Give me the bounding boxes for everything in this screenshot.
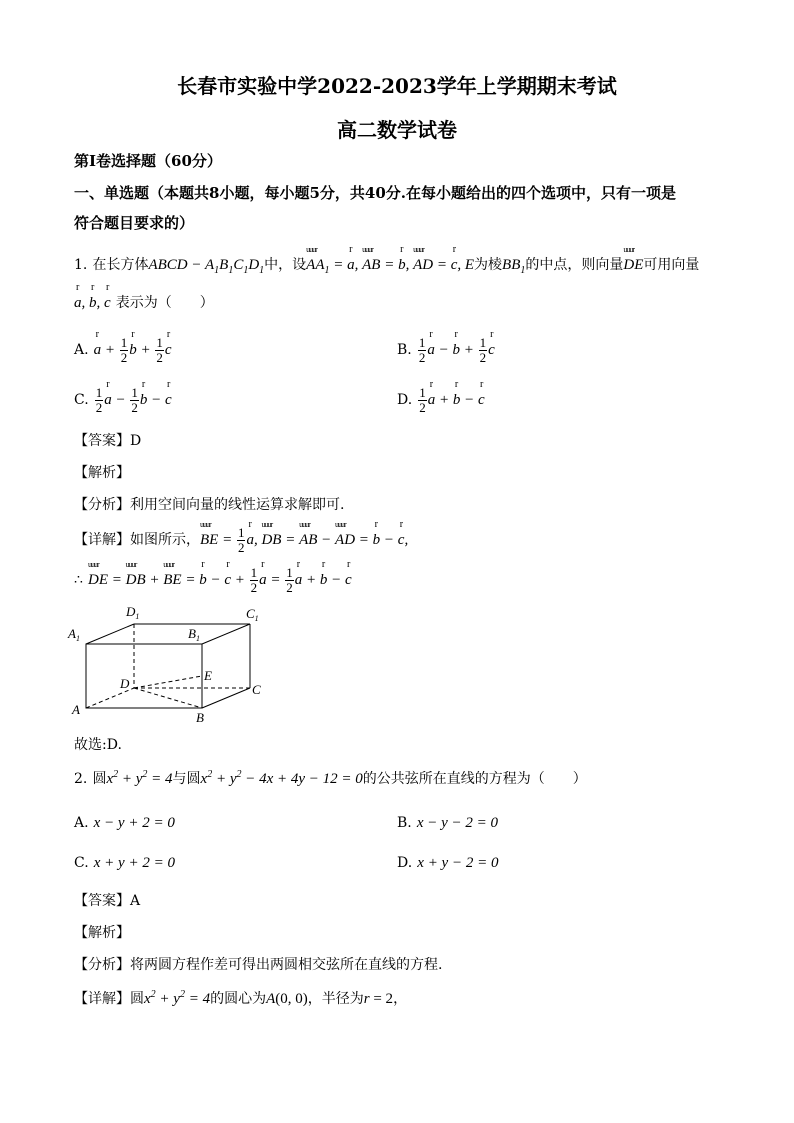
edge-bc <box>202 688 250 708</box>
option-label: C. <box>74 855 89 871</box>
q2-analysis-tag: 【解析】 <box>74 925 130 941</box>
q1-stem-line2 <box>74 292 214 312</box>
q1-stem-b: 中，设 <box>264 257 307 273</box>
q1-edge: $BB_1$ <box>502 257 526 276</box>
cuboid-figure <box>62 600 282 730</box>
part-heading: 第I卷选择题（60分） <box>74 152 222 170</box>
q2-option-c[interactable] <box>74 852 175 872</box>
exam-subtitle: 高二数学试卷 <box>337 118 457 142</box>
q1-option-a-expr: r a + $\frac{1}{2}$ r b + $\frac{1}{2}$ r c <box>94 342 172 358</box>
detail-text: 如图所示， <box>130 531 200 548</box>
q1-stem-c: 为棱 <box>474 257 503 273</box>
label-a: A <box>72 702 80 717</box>
q1-target-vector: uuur DE <box>623 257 643 273</box>
label-b: B <box>196 710 204 725</box>
detail-tag: 【详解】 <box>74 991 130 1007</box>
label-c1: $C_1$ <box>246 606 259 623</box>
q1-option-c[interactable] <box>74 386 172 415</box>
q2-option-b-expr: x − y − 2 = 0 <box>416 815 499 831</box>
q1-option-d[interactable] <box>397 386 485 415</box>
q1-option-b-expr: $\frac{1}{2}$ r a − r b + $\frac{1}{2}$ r c <box>417 342 495 358</box>
fenxi-text: 将两圆方程作差可得出两圆相交弦所在直线的方程. <box>130 957 443 973</box>
q2-option-a[interactable] <box>74 812 175 832</box>
q2-stem-a: 圆 <box>92 771 107 787</box>
q2-detail-circle: $x^2 + y^2 = 4$ <box>144 989 211 1007</box>
q1-definitions: uuur $AA_1 = r$ a, uuur AB = r b, uuur AD = r c, E <box>306 257 474 273</box>
q1-answer <box>74 430 141 450</box>
label-a1: $A_1$ <box>68 626 80 643</box>
detail-text-d: ， <box>393 991 408 1007</box>
q1-detail-eq2: uuur DE = uuur DB + uuur BE = r b − r c + $\frac{1}{2}$ r a = $\frac{1}{2}$ r a + r b − r c <box>88 572 352 588</box>
q1-option-b[interactable] <box>397 336 495 365</box>
q2-circle2: $x^2 + y^2 - 4x + 4y - 12 = 0$ <box>200 769 363 787</box>
q2-option-a-expr: x − y + 2 = 0 <box>93 815 175 831</box>
q1-fenxi <box>74 494 344 514</box>
option-label: B. <box>397 341 412 358</box>
detail-text-b: 的圆心为 <box>210 991 267 1007</box>
therefore-symbol: ∴ <box>74 571 83 588</box>
option-label: C. <box>74 391 89 408</box>
answer-tag: 【答案】 <box>74 433 130 449</box>
q1-detail-line2 <box>74 566 352 595</box>
option-label: A. <box>74 341 89 358</box>
exam-title: 长春市实验中学2022-2023学年上学期期末考试 <box>177 74 617 98</box>
q1-detail-eq1: uuur BE = $\frac{1}{2}$ r a, uuur DB = uuur AB − uuur AD = r b − r c, <box>200 532 408 548</box>
q2-detail-radius: r = 2 <box>363 991 394 1007</box>
option-label: D. <box>397 855 413 871</box>
q1-analysis-tag: 【解析】 <box>74 465 130 481</box>
q2-number: 2. <box>74 771 88 787</box>
detail-tag: 【详解】 <box>74 531 130 548</box>
q1-stem-line1 <box>74 254 699 276</box>
q2-stem <box>74 768 587 788</box>
detail-text-c: ，半径为 <box>307 991 364 1007</box>
q2-detail <box>74 988 407 1008</box>
q1-option-a[interactable] <box>74 336 172 365</box>
q1-conclusion: 故选:D. <box>74 737 122 753</box>
hidden-edge-ad <box>86 688 134 708</box>
q1-number: 1. <box>74 257 88 273</box>
q2-circle1: $x^2 + y^2 = 4$ <box>106 769 173 787</box>
q1-basis-vectors: r a, r b, r c <box>74 295 111 311</box>
q1-detail-line1 <box>74 526 408 555</box>
q2-answer <box>74 890 140 910</box>
q2-stem-b: 与圆 <box>172 771 201 787</box>
q1-box-name: ABCD − $A_1B_1C_1D_1$ <box>148 257 265 276</box>
q2-stem-c: 的公共弦所在直线的方程为（ ） <box>362 771 587 787</box>
option-label: B. <box>397 815 412 831</box>
hidden-segment-db <box>134 688 202 708</box>
q1-stem-e: 可用向量 <box>643 257 700 273</box>
detail-text-a: 圆 <box>130 991 144 1007</box>
fenxi-text: 利用空间向量的线性运算求解即可. <box>130 497 345 513</box>
label-e: E <box>204 668 212 683</box>
q2-option-d[interactable] <box>397 852 498 872</box>
q2-option-b[interactable] <box>397 812 498 832</box>
fenxi-tag: 【分析】 <box>74 957 130 973</box>
front-face <box>86 644 202 708</box>
answer-value: A <box>130 893 141 909</box>
q1-stem-f: 表示为（ ） <box>115 295 214 311</box>
label-d1: $D_1$ <box>126 604 140 621</box>
q2-option-d-expr: x + y − 2 = 0 <box>417 855 499 871</box>
fenxi-tag: 【分析】 <box>74 497 130 513</box>
label-d: D <box>120 676 130 691</box>
answer-value: D <box>130 433 142 449</box>
q2-fenxi <box>74 954 442 974</box>
hidden-segment-de <box>134 676 202 688</box>
section-heading-line1: 一、单选题（本题共8小题，每小题5分，共40分.在每小题给出的四个选项中，只有一项是 <box>74 184 676 202</box>
answer-tag: 【答案】 <box>74 893 130 909</box>
section-heading-line2: 符合题目要求的） <box>74 214 195 232</box>
q2-option-c-expr: x + y + 2 = 0 <box>93 855 175 871</box>
option-label: D. <box>397 391 413 408</box>
edge-a1d1 <box>86 624 134 644</box>
q1-stem-a: 在长方体 <box>92 257 149 273</box>
q2-detail-center: A(0, 0) <box>266 991 308 1007</box>
q1-option-d-expr: $\frac{1}{2}$ r a + r b − r c <box>417 392 484 408</box>
label-c: C <box>252 682 261 697</box>
q1-option-c-expr: $\frac{1}{2}$ r a − $\frac{1}{2}$ r b − r c <box>94 392 172 408</box>
edge-b1c1 <box>202 624 250 644</box>
label-b1: $B_1$ <box>188 626 200 643</box>
q1-stem-d: 的中点，则向量 <box>525 257 624 273</box>
option-label: A. <box>74 815 89 831</box>
